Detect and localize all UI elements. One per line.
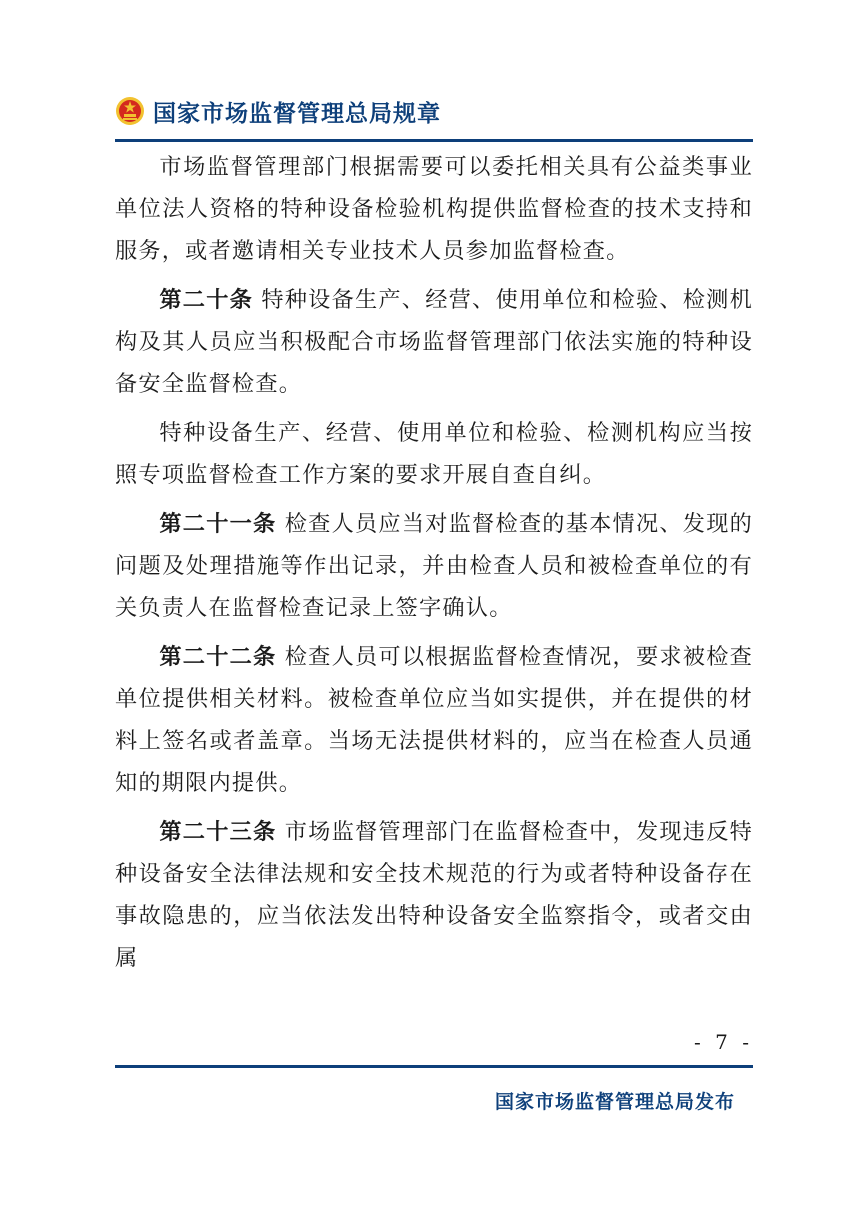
page-number: - 7 - [694, 1030, 753, 1054]
paragraph-text: 市场监督管理部门在监督检查中，发现违反特种设备安全法律法规和安全技术规范的行为或者特种设备存在事故隐患的，应当依法发出特种设备安全监察指令，或者交由属 [115, 819, 753, 971]
paragraph-text: 检查人员可以根据监督检查情况，要求被检查单位提供相关材料。被检查单位应当如实提供，并在提供的材料上签名或者盖章。当场无法提供材料的，应当在检查人员通知的期限内提供。 [115, 644, 753, 796]
paragraph-text: 特种设备生产、经营、使用单位和检验、检测机构应当按照专项监督检查工作方案的要求开展自查自纠。 [115, 420, 753, 488]
paragraph-article-20 [115, 279, 753, 405]
paragraph-text: 特种设备生产、经营、使用单位和检验、检测机构及其人员应当积极配合市场监督管理部门依法实施的特种设备安全监督检查。 [115, 287, 753, 397]
footer-divider [115, 1065, 753, 1068]
header-title: 国家市场监督管理总局规章 [153, 100, 441, 127]
article-number: 第二十一条 [159, 511, 277, 537]
paragraph-text: 市场监督管理部门根据需要可以委托相关具有公益类事业单位法人资格的特种设备检验机构提供监督检查的技术支持和服务，或者邀请相关专业技术人员参加监督检查。 [115, 154, 753, 264]
footer-publisher: 国家市场监督管理总局发布 [494, 1091, 735, 1113]
paragraph-3 [115, 412, 753, 496]
paragraph-article-23 [115, 811, 753, 979]
paragraph-1 [115, 146, 753, 272]
article-number: 第二十条 [159, 287, 254, 313]
article-number: 第二十二条 [159, 644, 277, 670]
national-emblem-icon [115, 96, 145, 126]
document-body [115, 146, 753, 979]
paragraph-article-22 [115, 636, 753, 804]
header-divider [115, 139, 753, 142]
paragraph-article-21 [115, 503, 753, 629]
article-number: 第二十三条 [159, 819, 277, 845]
paragraph-text: 检查人员应当对监督检查的基本情况、发现的问题及处理措施等作出记录，并由检查人员和被检查单位的有关负责人在监督检查记录上签字确认。 [115, 511, 753, 621]
document-header [115, 88, 441, 134]
